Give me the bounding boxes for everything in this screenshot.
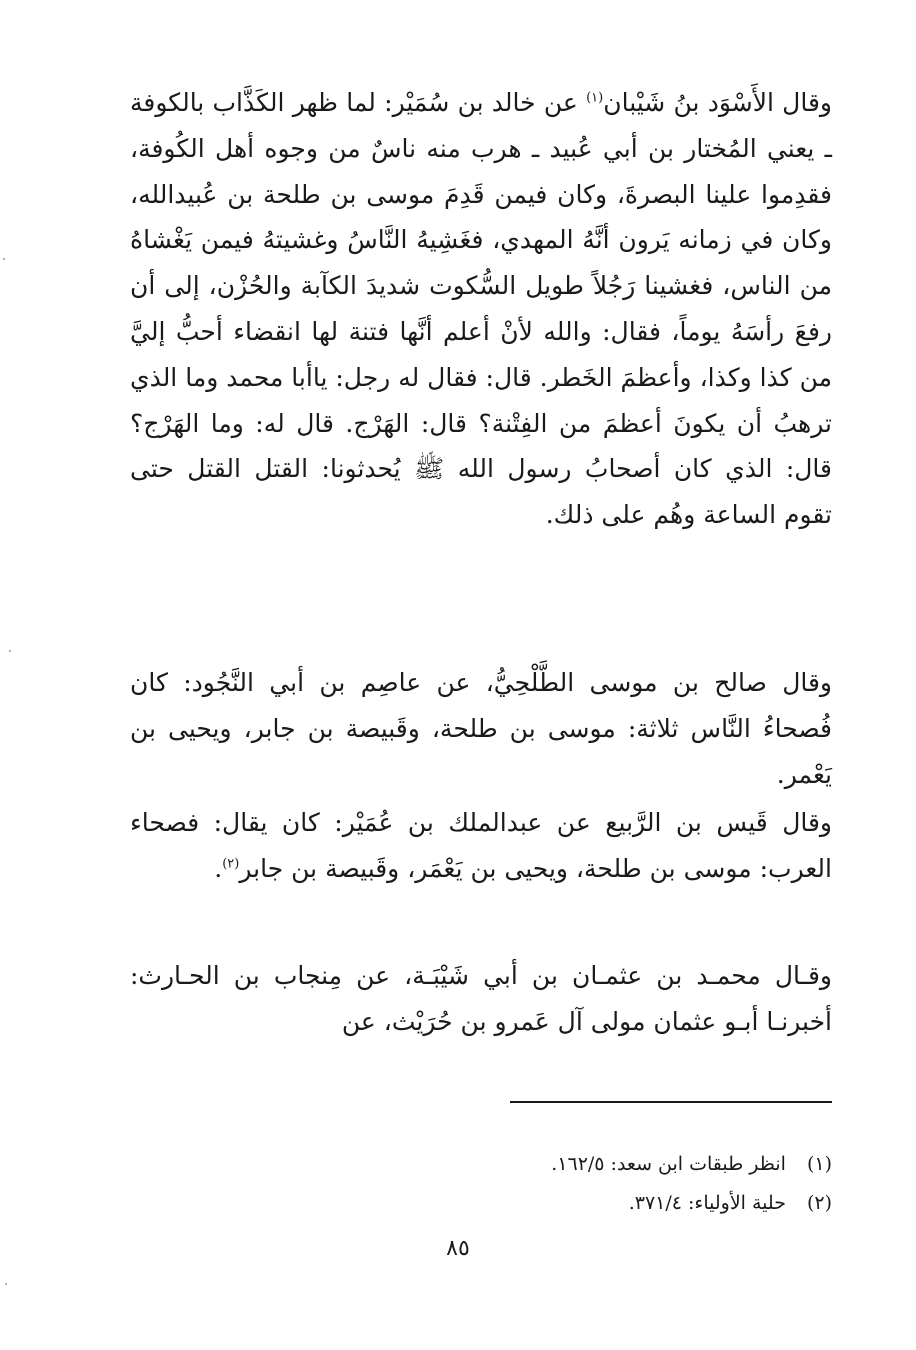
footnote-2 (412, 1189, 832, 1217)
paragraph-1 (130, 80, 832, 538)
scan-speck (5, 1283, 7, 1285)
scan-speck (9, 650, 11, 652)
footnote-number: (١) (806, 1153, 832, 1175)
footnote-ref-2[interactable]: (٢) (222, 856, 240, 872)
scan-speck (3, 258, 5, 260)
footnote-text: انظر طبقات ابن سعد: ١٦٢/٥. (551, 1153, 786, 1175)
paragraph-text: وقال الأَسْوَد بنُ شَيْبان (603, 88, 832, 117)
paragraph-4 (130, 953, 832, 1045)
footnote-separator (510, 1101, 832, 1103)
paragraph-text-continued: عن خالد بن سُمَيْر: لما ظهر الكَذَّاب بالكوفة ـ يعني المُختار بن أبي عُبيد ـ هرب منه ناسٌ من وجوه أهل الكُوفة، فقدِموا علينا البصرةَ، وكان فيمن قَدِمَ موسى بن طلحة بن عُبيدالله، وكان في زمانه يَرون أنَّهُ المهدي، فغَشِيهُ النَّاسُ وغشيتهُ فيمن يَغْشاهُ من الناس، فغشينا رَجُلاً طويل السُّكوت شديدَ الكآبة والحُزْن، إلى أن رفعَ رأسَهُ يوماً، فقال: والله لأنْ أعلم أنَّها فتنة لها انقضاء أحبُّ إليَّ من كذا وكذا، وأعظمَ الخَطر. قال: فقال له رجل: ياأبا محمد وما الذي ترهبُ أن يكونَ أعظمَ من الفِتْنة؟ قال: الهَرْج. قال له: وما الهَرْج؟ قال: الذي كان أصحابُ رسول الله ﷺ يُحدثونا: القتل القتل حتى تقوم الساعة وهُم على ذلك. (130, 88, 832, 530)
footnote-1 (412, 1150, 832, 1178)
paragraph-text: وقال صالح بن موسى الطَّلْحِيُّ، عن عاصِم بن أبي النَّجُود: كان فُصحاءُ النَّاس ثلاثة: موسى بن طلحة، وقَبيصة بن جابر، ويحيى بن يَعْمر. (130, 668, 832, 789)
paragraph-3 (130, 800, 832, 892)
footnote-number: (٢) (806, 1192, 832, 1214)
paragraph-2 (130, 660, 832, 797)
footnote-text: حلية الأولياء: ٣٧١/٤. (628, 1192, 786, 1214)
page-number: ٨٥ (446, 1236, 470, 1261)
paragraph-text: وقال قَيس بن الرَّبيع عن عبدالملك بن عُمَيْر: كان يقال: فصحاء العرب: موسى بن طلحة، ويحيى بن يَعْمَر، وقَبيصة بن جابر (130, 808, 832, 883)
footnote-ref-1[interactable]: (١) (586, 90, 604, 106)
paragraph-text: وقـال محمـد بن عثمـان بن أبي شَيْبَـة، عن مِنجاب بن الحـارث: أخبرنـا أبـو عثمان مولى آل عَمرو بن حُرَيْث، عن (130, 961, 833, 1036)
paragraph-text-continued: . (214, 853, 223, 883)
